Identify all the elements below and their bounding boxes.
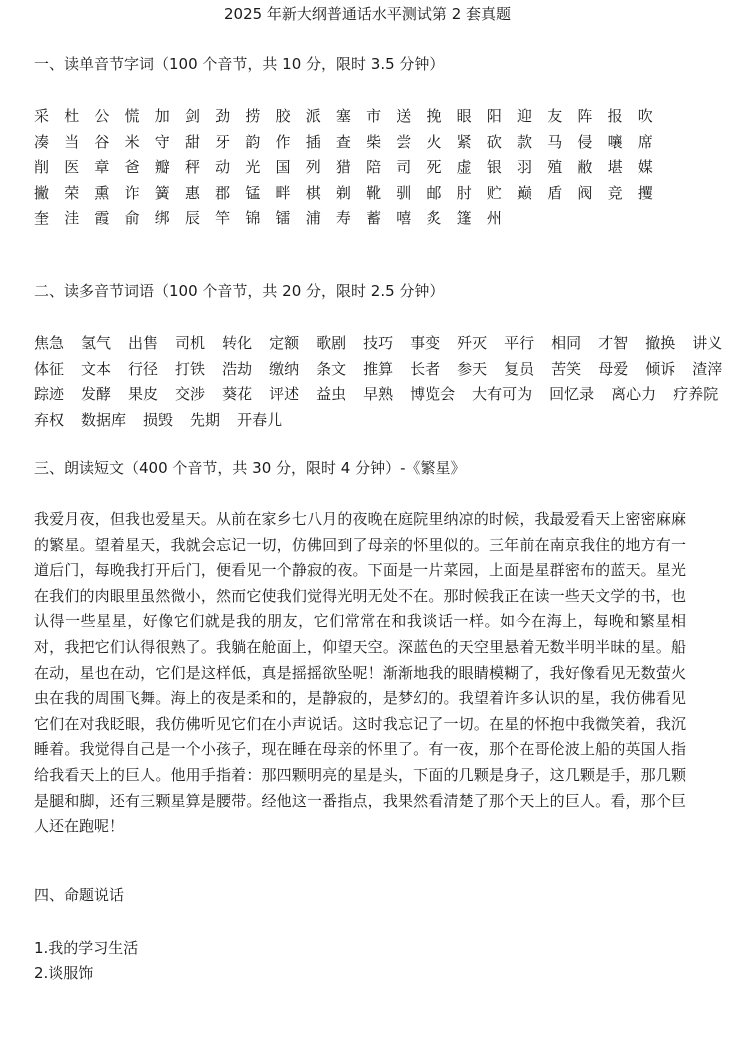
syllable-char: 州 [486, 209, 502, 227]
word-item: 浩劫 [222, 359, 253, 378]
syllable-char: 诈 [124, 183, 140, 202]
word-item: 讲义 [692, 334, 723, 352]
syllable-char: 嘻 [396, 209, 412, 227]
word-item: 出售 [128, 334, 159, 352]
speaking-topic: 1.我的学习生活 [34, 939, 139, 957]
word-item: 技巧 [363, 334, 394, 352]
word-item: 数据库 [81, 410, 127, 429]
syllable-char: 炙 [426, 209, 442, 227]
word-item: 文本 [81, 359, 112, 378]
syllable-char: 奎 [34, 209, 50, 227]
syllable-char: 爸 [124, 158, 140, 176]
word-item: 葵花 [222, 385, 253, 403]
word-item: 开春儿 [237, 410, 283, 429]
syllable-char: 派 [305, 107, 321, 125]
syllable-char: 列 [305, 158, 321, 176]
word-item: 离心力 [611, 385, 657, 403]
section3-heading: 三、朗读短文（400 个音节，共 30 分，限时 4 分钟）-《繁星》 [34, 459, 466, 477]
syllable-char: 作 [275, 132, 291, 151]
syllable-char: 杜 [64, 107, 80, 125]
word-item: 长者 [410, 359, 441, 378]
syllable-char: 撇 [34, 183, 50, 202]
word-item: 复员 [504, 359, 535, 378]
word-item: 定额 [269, 334, 300, 352]
word-item: 氢气 [81, 334, 112, 352]
word-item: 疗养院 [673, 385, 719, 403]
syllable-char: 陪 [366, 158, 382, 176]
word-item: 倾诉 [645, 359, 676, 378]
syllable-char: 查 [335, 132, 351, 151]
syllable-char: 洼 [64, 209, 80, 227]
syllable-char: 驯 [396, 183, 412, 202]
syllable-char: 剃 [335, 183, 351, 202]
syllable-char: 阀 [577, 183, 593, 202]
syllable-char: 郡 [215, 183, 231, 202]
word-item: 回忆录 [549, 385, 595, 403]
syllable-char: 谷 [94, 132, 110, 151]
syllable-char: 火 [426, 132, 442, 151]
section4-heading: 四、命题说话 [34, 886, 125, 904]
speaking-topic: 2.谈服饰 [34, 964, 94, 982]
word-item: 平行 [504, 334, 535, 352]
syllable-char: 韵 [245, 132, 261, 151]
syllable-char: 削 [34, 158, 50, 176]
syllable-char: 阳 [486, 107, 502, 125]
syllable-char: 眼 [456, 107, 472, 125]
word-item: 果皮 [128, 385, 159, 403]
syllable-char: 紧 [456, 132, 472, 151]
syllable-char: 簧 [154, 183, 170, 202]
syllable-char: 章 [94, 158, 110, 176]
syllable-char: 惠 [184, 183, 200, 202]
section2-heading: 二、读多音节词语（100 个音节，共 20 分，限时 2.5 分钟） [34, 282, 445, 300]
word-item: 参天 [457, 359, 488, 378]
syllable-char: 瓣 [154, 158, 170, 176]
word-item: 打铁 [175, 359, 206, 378]
word-item: 推算 [363, 359, 394, 378]
syllable-char: 国 [275, 158, 291, 176]
syllable-char: 插 [305, 132, 321, 151]
syllable-char: 猎 [335, 158, 351, 176]
syllable-char: 送 [396, 107, 412, 125]
word-item: 交涉 [175, 385, 206, 403]
syllable-char: 动 [215, 158, 231, 176]
word-item: 焦急 [34, 334, 65, 352]
word-item: 博览会 [410, 385, 456, 403]
syllable-char: 米 [124, 132, 140, 151]
word-item: 渣滓 [692, 359, 723, 378]
syllable-char: 报 [607, 107, 623, 125]
word-item: 评述 [269, 385, 300, 403]
syllable-char: 司 [396, 158, 412, 176]
word-item: 条文 [316, 359, 347, 378]
word-item: 相同 [551, 334, 582, 352]
syllable-char: 媒 [637, 158, 653, 176]
syllable-char: 荣 [64, 183, 80, 202]
syllable-char: 棋 [305, 183, 321, 202]
syllable-char: 俞 [124, 209, 140, 227]
syllable-char: 慌 [124, 107, 140, 125]
syllable-char: 侵 [577, 132, 593, 151]
syllable-char: 剑 [184, 107, 200, 125]
syllable-char: 竿 [215, 209, 231, 227]
word-item: 苦笑 [551, 359, 582, 378]
word-item: 体征 [34, 359, 65, 378]
syllable-char: 马 [547, 132, 563, 151]
single-syllable-grid [34, 104, 668, 232]
syllable-char: 加 [154, 107, 170, 125]
word-item: 缴纳 [269, 359, 300, 378]
syllable-char: 柴 [366, 132, 382, 151]
syllable-char: 光 [245, 158, 261, 176]
syllable-char: 死 [426, 158, 442, 176]
syllable-char: 款 [517, 132, 533, 151]
syllable-char: 盾 [547, 183, 563, 202]
word-item: 母爱 [598, 359, 629, 378]
word-item: 踪迹 [34, 385, 65, 403]
section1-heading: 一、读单音节字词（100 个音节，共 10 分，限时 3.5 分钟） [34, 55, 445, 73]
multi-syllable-word-list [34, 331, 724, 433]
syllable-char: 殖 [547, 158, 563, 176]
word-item: 司机 [175, 334, 206, 352]
syllable-char: 熏 [94, 183, 110, 202]
syllable-char: 绑 [154, 209, 170, 227]
reading-passage: 我爱月夜，但我也爱星天。从前在家乡七八月的夜晚在庭院里纳凉的时候，我最爱看天上密密麻麻的繁星。望着星天，我就会忘记一切，仿佛回到了母亲的怀里似的。三年前在南京我住的地方有一道后门，每晚我打开后门，便看见一个静寂的夜。下面是一片菜园，上面是星群密布的蓝天。星光在我们的肉眼里虽然微小，然而它使我们觉得光明无处不在。那时候我正在读一些天文学的书，也认得一些星星，好像它们就是我的朋友，它们常常在和我谈话一样。如今在海上，每晚和繁星相对，我把它们认得很熟了。我躺在舱面上，仰望天空。深蓝色的天空里悬着无数半明半昧的星。船在动，星也在动，它们是这样低，真是摇摇欲坠呢！渐渐地我的眼睛模糊了，我好像看见无数萤火虫在我的周围飞舞。海上的夜是柔和的，是静寂的，是梦幻的。我望着许多认识的星，我仿佛看见它们在对我眨眼，我仿佛听见它们在小声说话。这时我忘记了一切。在星的怀抱中我微笑着，我沉睡着。我觉得自己是一个小孩子，现在睡在母亲的怀里了。有一夜，那个在哥伦波上船的英国人指给我看天上的巨人。他用手指着：那四颗明亮的星是头，下面的几颗是身子，这几颗是手，那几颗是腿和脚，还有三颗星算是腰带。经他这一番指点，我果然看清楚了那个天上的巨人。看，那个巨人还在跑呢！ [34, 510, 686, 836]
word-item: 才智 [598, 334, 629, 352]
syllable-char: 霞 [94, 209, 110, 227]
word-item: 益虫 [316, 385, 347, 403]
word-item: 行径 [128, 359, 159, 378]
syllable-char: 守 [154, 132, 170, 151]
word-item: 损毁 [143, 410, 174, 429]
word-item: 弃权 [34, 410, 65, 429]
syllable-char: 当 [64, 132, 80, 151]
syllable-char: 劲 [215, 107, 231, 125]
syllable-char: 公 [94, 107, 110, 125]
word-item: 大有可为 [472, 385, 533, 403]
syllable-char: 贮 [486, 183, 502, 202]
syllable-char: 靴 [366, 183, 382, 202]
syllable-char: 巅 [517, 183, 533, 202]
word-item: 发酵 [81, 385, 112, 403]
word-item: 先期 [190, 410, 221, 429]
syllable-char: 阵 [577, 107, 593, 125]
syllable-char: 虚 [456, 158, 472, 176]
syllable-char: 医 [64, 158, 80, 176]
word-item: 歌剧 [316, 334, 347, 352]
syllable-char: 友 [547, 107, 563, 125]
syllable-char: 甜 [184, 132, 200, 151]
syllable-char: 胶 [275, 107, 291, 125]
syllable-char: 锦 [245, 209, 261, 227]
syllable-char: 秤 [184, 158, 200, 176]
word-item: 事变 [410, 334, 441, 352]
syllable-char: 竞 [607, 183, 623, 202]
syllable-char: 迎 [517, 107, 533, 125]
syllable-char: 肘 [456, 183, 472, 202]
syllable-char: 邮 [426, 183, 442, 202]
syllable-char: 蓄 [366, 209, 382, 227]
syllable-char: 畔 [275, 183, 291, 202]
syllable-char: 堪 [607, 158, 623, 176]
word-item: 歼灭 [457, 334, 488, 352]
syllable-char: 凑 [34, 132, 50, 151]
syllable-char: 席 [637, 132, 653, 151]
page-title: 2025 年新大纲普通话水平测试第 2 套真题 [223, 5, 512, 23]
syllable-char: 辰 [184, 209, 200, 227]
syllable-char: 镭 [275, 209, 291, 227]
word-item: 撤换 [645, 334, 676, 352]
word-item: 转化 [222, 334, 253, 352]
syllable-char: 羽 [517, 158, 533, 176]
word-item: 早熟 [363, 385, 394, 403]
syllable-char: 挽 [426, 107, 442, 125]
syllable-char: 锰 [245, 183, 261, 202]
syllable-char: 采 [34, 107, 50, 125]
syllable-char: 寿 [335, 209, 351, 227]
speaking-topic-list [34, 936, 138, 986]
syllable-char: 牙 [215, 132, 231, 151]
syllable-char: 敝 [577, 158, 593, 176]
syllable-char: 攫 [637, 183, 653, 202]
syllable-char: 市 [366, 107, 382, 125]
syllable-char: 浦 [305, 209, 321, 227]
syllable-char: 嚷 [607, 132, 623, 151]
syllable-char: 吹 [637, 107, 653, 125]
syllable-char: 捞 [245, 107, 261, 125]
syllable-char: 篷 [456, 209, 472, 227]
syllable-char: 砍 [486, 132, 502, 151]
syllable-char: 尝 [396, 132, 412, 151]
syllable-char: 银 [486, 158, 502, 176]
syllable-char: 塞 [335, 107, 351, 125]
